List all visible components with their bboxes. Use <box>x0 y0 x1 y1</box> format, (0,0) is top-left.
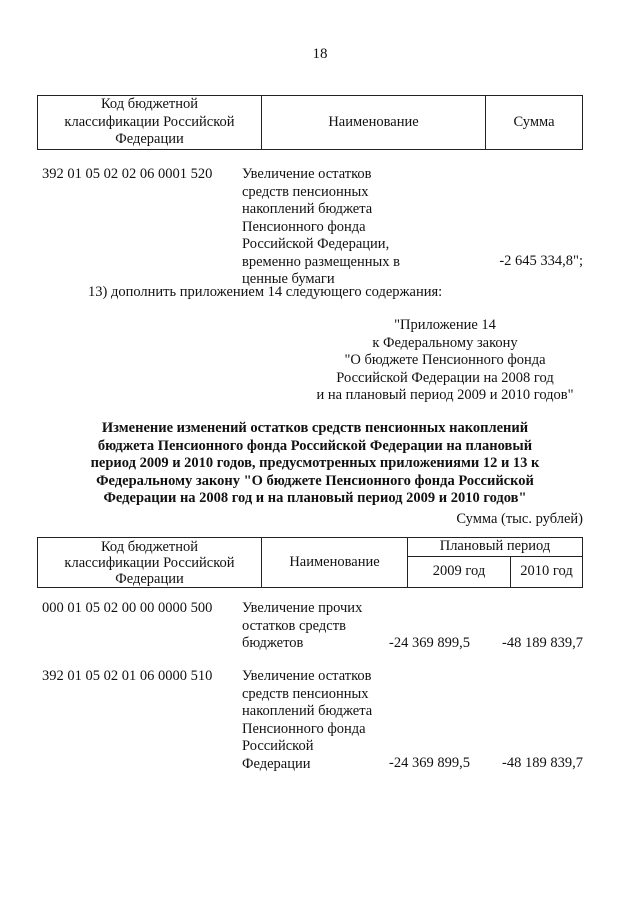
row-2010: -48 189 839,7 <box>502 635 583 651</box>
row-name: Увеличение остатков средств пенсионных накоплений бюджета Пенсионного фонда Российской Федерации <box>242 668 373 772</box>
table-2-header <box>37 537 583 588</box>
header-amount: Сумма <box>486 96 583 150</box>
title-line: Федерации на 2008 год и на плановый период 2009 и 2010 годов" <box>103 490 527 506</box>
header-period: Плановый период <box>408 538 583 557</box>
header-name: Наименование <box>262 96 486 150</box>
row-code: 000 01 05 02 00 00 0000 500 <box>42 600 213 616</box>
header-code: Код бюджетной классификации Российской Федерации <box>38 538 262 588</box>
appendix-line: к Федеральному закону <box>372 334 518 351</box>
title-line: бюджета Пенсионного фонда Российской Федерации на плановый <box>97 437 533 454</box>
row-name: Увеличение прочих остатков средств бюджетов <box>242 600 363 651</box>
row-code: 392 01 05 02 01 06 0000 510 <box>42 668 213 684</box>
header-2009: 2009 год <box>408 557 511 588</box>
page-number: 18 <box>312 46 328 62</box>
appendix-header <box>290 317 600 405</box>
title-line: Федеральному закону "О бюджете Пенсионного фонда Российской <box>96 472 534 489</box>
row-2010: -48 189 839,7 <box>502 755 583 771</box>
title-line: Изменение изменений остатков средств пенсионных накоплений <box>101 420 529 436</box>
row-2009: -24 369 899,5 <box>389 755 470 771</box>
row-amount: -2 645 334,8"; <box>499 253 583 269</box>
row-name: Увеличение остатков средств пенсионных накоплений бюджета Пенсионного фонда Российской Федерации, временно размещенных в ценные бумаги <box>242 166 400 287</box>
row-code: 392 01 05 02 02 06 0001 520 <box>42 166 213 182</box>
table-1-header <box>37 95 583 150</box>
instruction-text: 13) дополнить приложением 14 следующего содержания: <box>88 284 443 300</box>
units-label: Сумма (тыс. рублей) <box>456 511 583 527</box>
row-2009: -24 369 899,5 <box>389 635 470 651</box>
title-line: период 2009 и 2010 годов, предусмотренных приложениями 12 и 13 к <box>90 455 540 471</box>
appendix-line: "О бюджете Пенсионного фонда <box>344 352 546 368</box>
header-name: Наименование <box>262 538 408 588</box>
appendix-line: и на плановый период 2009 и 2010 годов" <box>316 387 574 403</box>
appendix-line: "Приложение 14 <box>394 317 496 333</box>
header-code: Код бюджетной классификации Российской Федерации <box>38 96 262 150</box>
section-title <box>40 420 590 508</box>
appendix-line: Российской Федерации на 2008 год <box>336 369 554 386</box>
header-2010: 2010 год <box>511 557 583 588</box>
